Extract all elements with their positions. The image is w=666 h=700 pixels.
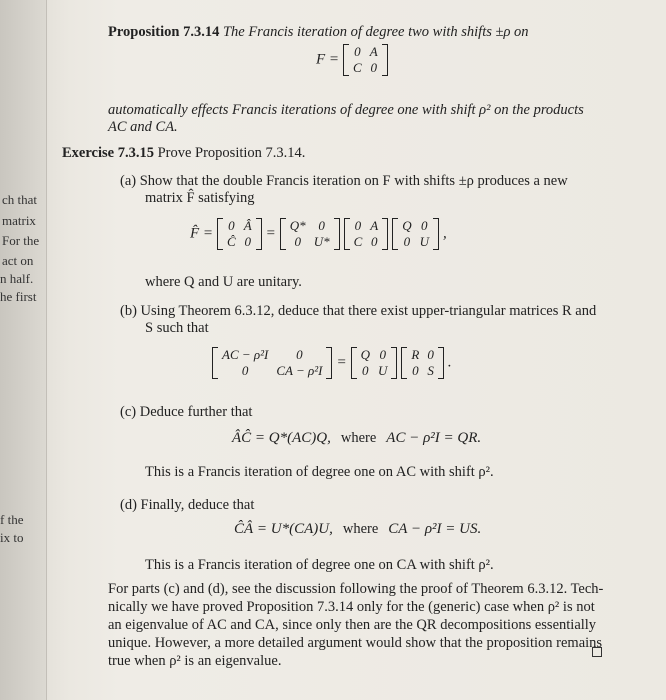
exercise-title-line xyxy=(62,144,305,162)
previous-page-edge xyxy=(0,0,47,700)
part-d-remark: This is a Francis iteration of degree one on CA with shift ρ². xyxy=(145,557,494,573)
part-label: (d) xyxy=(120,497,137,513)
proposition-statement-line1 xyxy=(108,23,529,41)
part-label: (c) xyxy=(120,404,137,420)
margin-fragment: For the xyxy=(2,233,40,248)
matrix-RS xyxy=(401,347,443,379)
matrix-F-lhs: F = xyxy=(316,51,340,68)
eq-where: where xyxy=(342,521,379,537)
matrix-QU-star xyxy=(280,218,340,250)
part-a-text: Show that the double Francis iteration on F with shifts ±ρ produces a new xyxy=(139,173,568,189)
matrix-F-copy xyxy=(344,218,389,250)
matrix-cell: 0 xyxy=(421,218,428,233)
part-b-line2: S such that xyxy=(145,320,209,336)
part-label: (b) xyxy=(120,303,137,319)
matrix-cell: Â xyxy=(243,218,252,233)
matrix-cell: C xyxy=(353,60,362,75)
closing-line: For parts (c) and (d), see the discussion following the proof of Theorem 6.3.12. Tech- xyxy=(108,581,604,597)
part-a-line2: matrix F̂ satisfying xyxy=(145,190,255,206)
eq-sign: = xyxy=(336,354,347,371)
matrix-cell: 0 xyxy=(403,234,411,249)
matrix-cell: 0 xyxy=(296,347,303,362)
eq-where: where xyxy=(340,430,377,446)
margin-fragment: act on xyxy=(2,253,34,268)
part-d-text: Finally, deduce that xyxy=(140,497,255,513)
matrix-F xyxy=(343,44,388,76)
matrix-cell: 0 xyxy=(354,218,362,233)
matrix-cell: 0 xyxy=(370,60,377,75)
margin-fragment: f the xyxy=(0,512,24,527)
matrix-cell: A xyxy=(370,218,379,233)
part-b-line1 xyxy=(120,302,596,320)
eq-qr: AC − ρ²I = QR. xyxy=(386,430,482,446)
proposition-statement-line2: automatically effects Francis iterations of degree one with shift ρ² on the products xyxy=(108,102,584,118)
closing-line: true when ρ² is an eigenvalue. xyxy=(108,653,282,669)
matrix-cell: S xyxy=(427,363,434,378)
part-c-text: Deduce further that xyxy=(139,404,253,420)
eq-punct: , xyxy=(442,225,447,242)
part-label: (a) xyxy=(120,173,137,189)
matrix-F-hat xyxy=(217,218,262,250)
matrix-cell: A xyxy=(369,44,378,59)
matrix-cell: 0 xyxy=(412,363,419,378)
qed-box-icon xyxy=(592,647,602,657)
matrix-cell: 0 xyxy=(241,363,249,378)
proposition-head: Proposition 7.3.14 xyxy=(108,24,220,40)
matrix-shifted xyxy=(212,347,332,379)
matrix-cell: 0 xyxy=(318,218,325,233)
margin-fragment: ch that xyxy=(2,192,38,207)
eq-sign: = xyxy=(265,225,276,242)
matrix-QU xyxy=(392,218,439,250)
part-a-line1 xyxy=(120,172,568,190)
matrix-cell: 0 xyxy=(427,347,434,362)
matrix-cell: R xyxy=(411,347,420,362)
exercise-head: Exercise 7.3.15 xyxy=(62,145,154,161)
matrix-cell: U xyxy=(419,234,429,249)
matrix-cell: Q xyxy=(360,347,370,362)
matrix-cell: Ĉ xyxy=(227,234,236,249)
closing-line: an eigenvalue of AC and CA, since only then are the QR decompositions essentially xyxy=(108,617,597,633)
matrix-F-equation xyxy=(316,44,388,76)
matrix-cell: U xyxy=(378,363,388,378)
margin-fragment: he first xyxy=(0,289,37,304)
eq-main: ĈÂ = U*(CA)U, xyxy=(234,521,333,537)
part-d-line1 xyxy=(120,496,254,514)
matrix-cell: 0 xyxy=(294,234,301,249)
matrix-cell: 0 xyxy=(379,347,386,362)
matrix-cell: CA − ρ²I xyxy=(276,363,323,378)
proposition-text: The Francis iteration of degree two with shifts ±ρ on xyxy=(222,24,529,40)
part-c-line1 xyxy=(120,403,252,421)
matrix-cell: Q xyxy=(402,218,412,233)
matrix-cell: Q* xyxy=(289,218,306,233)
margin-fragment: ix to xyxy=(0,530,24,545)
matrix-cell: 0 xyxy=(244,234,251,249)
margin-fragment: matrix xyxy=(2,213,36,228)
eq-main: ÂĈ = Q*(AC)Q, xyxy=(232,430,331,446)
matrix-cell: C xyxy=(353,234,363,249)
part-a-equation xyxy=(190,218,447,250)
proposition-statement-line3: AC and CA. xyxy=(108,119,178,135)
part-b-text: Using Theorem 6.3.12, deduce that there exist upper-triangular matrices R and xyxy=(140,303,597,319)
exercise-title: Prove Proposition 7.3.14. xyxy=(157,145,306,161)
matrix-cell: AC − ρ²I xyxy=(222,347,269,362)
matrix-cell: 0 xyxy=(354,44,361,59)
matrix-cell: U* xyxy=(313,234,330,249)
part-b-equation xyxy=(212,347,452,379)
matrix-cell: 0 xyxy=(362,363,369,378)
eq-punct: . xyxy=(447,354,452,371)
matrix-QU xyxy=(351,347,398,379)
margin-fragment: n half. xyxy=(0,271,34,286)
closing-line: unique. However, a more detailed argument would show that the proposition remains xyxy=(108,635,603,651)
part-c-equation xyxy=(232,429,481,447)
part-d-equation xyxy=(234,520,481,538)
matrix-cell: 0 xyxy=(228,218,235,233)
part-a-where: where Q and U are unitary. xyxy=(145,274,302,290)
part-c-remark: This is a Francis iteration of degree one on AC with shift ρ². xyxy=(145,464,494,480)
eq-lhs: F̂ = xyxy=(190,225,214,242)
closing-line: nically we have proved Proposition 7.3.14 only for the (generic) case when ρ² is not xyxy=(108,599,595,615)
eq-us: CA − ρ²I = US. xyxy=(388,521,482,537)
matrix-cell: 0 xyxy=(370,234,378,249)
